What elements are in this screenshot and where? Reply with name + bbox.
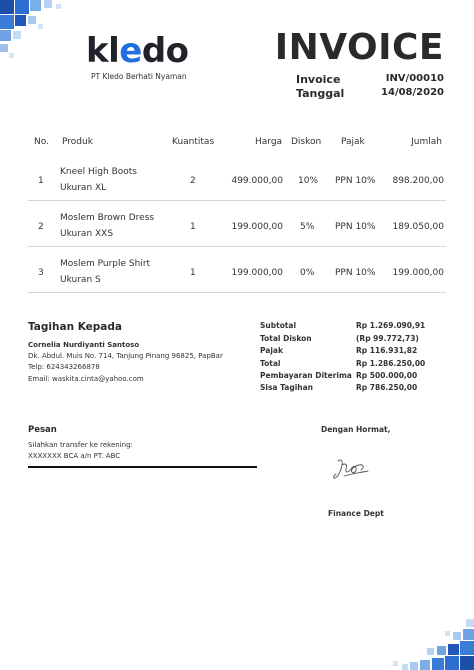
summary-label: Pembayaran Diterima — [260, 371, 352, 380]
summary-label: Subtotal — [260, 321, 297, 330]
signature-image — [330, 455, 374, 485]
row-number: 2 — [38, 222, 44, 232]
tax: PPN 10% — [335, 268, 376, 278]
product-name: Moslem Brown Dress — [60, 213, 155, 223]
billing-phone: Telp: 624343266878 — [28, 363, 100, 371]
invoice-date-value: 14/08/2020 — [381, 87, 444, 98]
col-header-kuantitas: Kuantitas — [172, 137, 215, 147]
col-header-harga: Harga — [255, 137, 283, 147]
billing-email: Email: waskita.cinta@yahoo.com — [28, 375, 144, 383]
invoice-number-label: Invoice — [296, 73, 341, 86]
product-variant: Ukuran S — [60, 275, 101, 285]
company-name: PT Kledo Berhati Nyaman — [91, 72, 187, 81]
quantity: 1 — [190, 268, 196, 278]
billing-title: Tagihan Kepada — [28, 321, 122, 333]
discount: 5% — [300, 222, 315, 232]
signature-greeting: Dengan Hormat, — [321, 425, 391, 434]
summary-value: Rp 1.286.250,00 — [356, 359, 426, 368]
product-variant: Ukuran XL — [60, 183, 107, 193]
price: 199.000,00 — [231, 268, 283, 278]
message-underline — [28, 466, 257, 468]
invoice-date-label: Tanggal — [296, 87, 345, 100]
summary-value: Rp 786.250,00 — [356, 383, 418, 392]
logo-text-end: do — [141, 31, 189, 71]
signature-dept: Finance Dept — [328, 509, 384, 518]
logo-text-start: kl — [86, 31, 120, 71]
message-title: Pesan — [28, 425, 57, 435]
brand-logo — [86, 31, 189, 71]
corner-pattern-top-left — [0, 0, 70, 70]
summary-value: (Rp 99.772,73) — [356, 334, 419, 343]
tax: PPN 10% — [335, 222, 376, 232]
billing-name: Cornelia Nurdiyanti Santoso — [28, 341, 140, 349]
billing-address: Dk. Abdul. Muis No. 714, Tanjung Pinang 96825, PapBar — [28, 352, 223, 360]
col-header-pajak: Pajak — [341, 137, 365, 147]
quantity: 2 — [190, 176, 196, 186]
price: 499.000,00 — [231, 176, 283, 186]
tax: PPN 10% — [335, 176, 376, 186]
discount: 0% — [300, 268, 315, 278]
row-divider — [28, 292, 446, 293]
invoice-title: INVOICE — [274, 27, 444, 68]
col-header-produk: Produk — [62, 137, 93, 147]
summary-value: Rp 500.000,00 — [356, 371, 418, 380]
summary-label: Total Diskon — [260, 334, 312, 343]
col-header-jumlah: Jumlah — [411, 137, 442, 147]
summary-value: Rp 1.269.090,91 — [356, 321, 426, 330]
row-number: 3 — [38, 268, 44, 278]
product-variant: Ukuran XXS — [60, 229, 114, 239]
summary-label: Pajak — [260, 346, 283, 355]
col-header-diskon: Diskon — [291, 137, 322, 147]
summary-value: Rp 116.931,82 — [356, 346, 418, 355]
message-line-2: XXXXXXX BCA a/n PT. ABC — [28, 452, 121, 460]
summary-label: Total — [260, 359, 281, 368]
row-number: 1 — [38, 176, 44, 186]
amount: 199.000,00 — [392, 268, 444, 278]
product-name: Kneel High Boots — [60, 167, 137, 177]
product-name: Moslem Purple Shirt — [60, 259, 151, 269]
col-header-no: No. — [34, 137, 49, 147]
summary-label: Sisa Tagihan — [260, 383, 313, 392]
corner-pattern-bottom-right — [364, 610, 474, 670]
quantity: 1 — [190, 222, 196, 232]
logo-text-highlight: e — [119, 31, 142, 71]
amount: 189.050,00 — [392, 222, 444, 232]
price: 199.000,00 — [231, 222, 283, 232]
discount: 10% — [298, 176, 319, 186]
message-line-1: Silahkan transfer ke rekening: — [28, 441, 133, 449]
row-divider — [28, 246, 446, 247]
row-divider — [28, 200, 446, 201]
amount: 898.200,00 — [392, 176, 444, 186]
invoice-number-value: INV/00010 — [385, 73, 444, 84]
